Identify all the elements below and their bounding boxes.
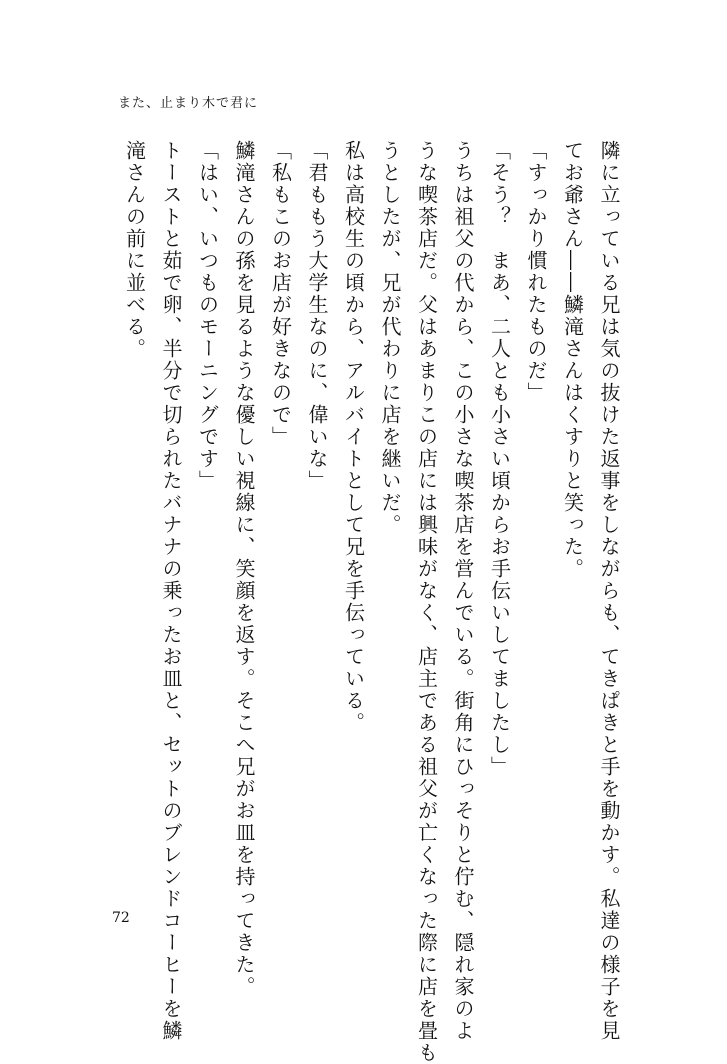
text-line: 鱗滝さんの孫を見るような優しい視線に、笑顔を返す。そこへ兄がお皿を持ってきた。 — [232, 140, 256, 998]
text-line: 「すっかり慣れたものだ」 — [524, 140, 548, 404]
text-line: 「私もこのお店が好きなので」 — [268, 140, 293, 448]
text-line: 滝さんの前に並べる。 — [122, 140, 147, 360]
text-line: うな喫茶店だ。父はあまりこの店には興味がなく、店主である祖父が亡くなった際に店を畳も — [414, 140, 439, 1064]
text-line: 私は高校生の頃から、アルバイトとして兄を手伝っている。 — [341, 140, 366, 734]
text-line: 「はい、いつものモーニングです」 — [195, 140, 220, 492]
text-line: 「そう？ まあ、二人とも小さい頃からお手伝いしてましたし」 — [487, 140, 512, 778]
text-line: 「君ももう大学生なのに、偉いな」 — [305, 140, 329, 492]
text-line: 隣に立っている兄は気の抜けた返事をしながらも、てきぱきと手を動かす。私達の様子を見 — [597, 140, 621, 1042]
text-line: うちは祖父の代から、この小さな喫茶店を営んでいる。街角にひっそりと佇む、隠れ家のよ — [451, 140, 475, 1042]
text-line: うとしたが、兄が代わりに店を継いだ。 — [378, 140, 402, 536]
text-line: トーストと茹で卵、半分で切られたバナナの乗ったお皿と、セットのブレンドコーヒーを鱗 — [159, 140, 183, 1042]
page-number: 72 — [112, 910, 130, 926]
text-line: てお爺さん――鱗滝さんはくすりと笑った。 — [560, 140, 585, 580]
running-head: また、止まり木で君に — [118, 96, 259, 111]
